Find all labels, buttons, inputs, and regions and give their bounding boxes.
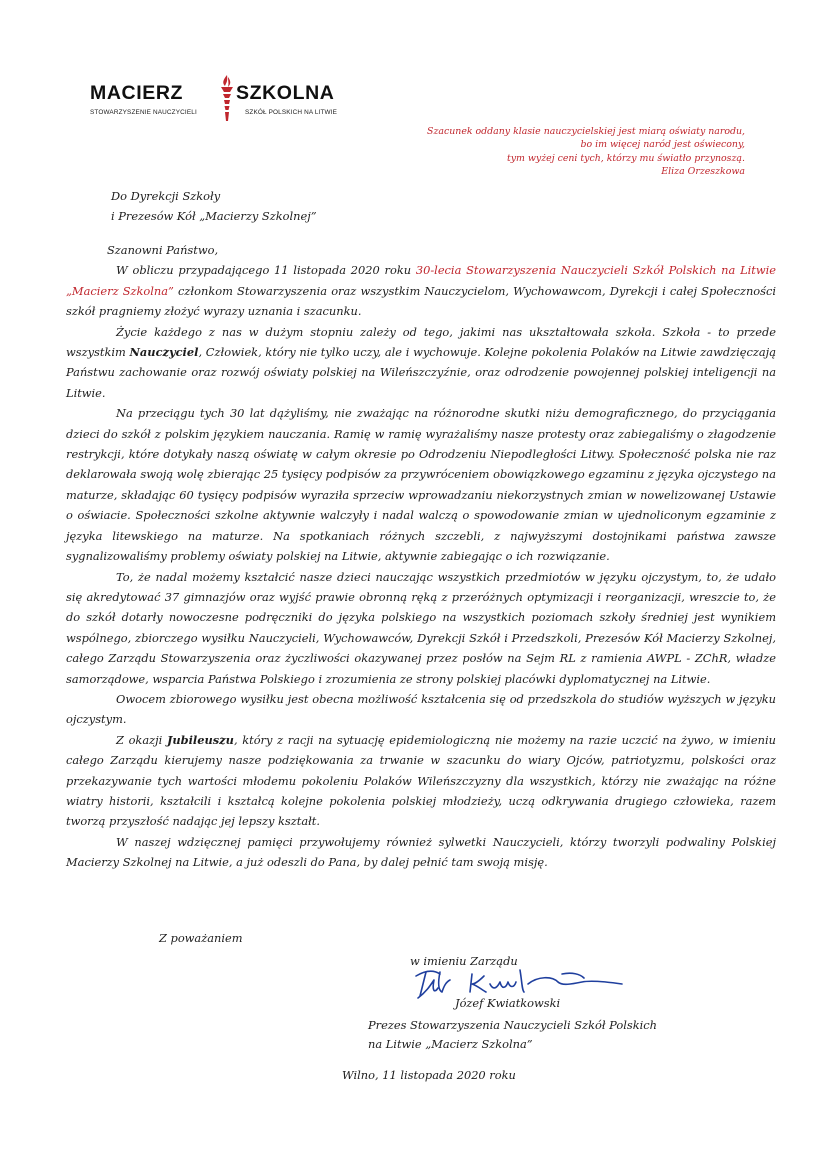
signer-role [368, 1016, 657, 1054]
salutation: Szanowni Państwo, [107, 243, 219, 257]
motto-author: Eliza Orzeszkowa [661, 166, 745, 178]
torch-icon [216, 74, 238, 122]
logo-subtitle-right: SZKÓŁ POLSKICH NA LITWIE [245, 109, 338, 116]
letter-body [66, 240, 776, 873]
paragraph-text: W obliczu przypadającego 11 listopada 2020 roku [116, 263, 416, 278]
place-date: Wilno, 11 listopada 2020 roku [342, 1068, 516, 1082]
emphasis: Jubileuszu [166, 732, 234, 747]
paragraph [66, 260, 776, 321]
paragraph: W naszej wdzięcznej pamięci przywołujemy również sylwetki Nauczycieli, którzy tworzyli podwaliny Polskiej Macierzy Szkolnej na Litwie, a już odeszli do Pana, by dalej pełnić tam swoją misję. [66, 834, 776, 870]
letterhead-logo [90, 74, 370, 126]
motto-line: bo im więcej naród jest oświecony, [580, 139, 745, 151]
paragraph: Na przeciągu tych 30 lat dążyliśmy, nie zważając na różnorodne skutki niżu demograficznego, do przyciągania dzieci do szkół z polskim językiem nauczania. Ramię w ramię wyrażaliśmy nasze protesty oraz zabiegaliśmy o złagodzenie restrykcji, które dotykały naszą oświatę w całym okresie po Odrodzeniu Niepodległości Litwy. Społeczność polska nie raz deklarowała swoją wolę zbierając 25 tysięcy podpisów za przywróceniem obowiązkowego egzaminu z języka ojczystego na maturze, składając 60 tysięcy podpisów wyraziła sprzeciw wprowadzaniu niekorzystnych zmian w nowelizowanej Ustawie o oświacie. Społeczności szkolne aktywnie walczyły i nadal walczą o spowodowanie zmian w ujednoliconym egzaminie z języka litewskiego na maturze. Na spotkaniach różnych szczebli, z najwyższymi dostojnikami państwa zawsze sygnalizowaliśmy problemy oświaty polskiej na Litwie, aktywnie zabiegając o ich rozwiązanie. [66, 406, 776, 564]
paragraph-text: , Człowiek, który nie tylko uczy, ale i wychowuje. Kolejne pokolenia Polaków na Litwie zawdzięczają Państwu zachowanie oraz rozwój oświaty polskiej na Wileńszczyźnie, oraz odrodzenie powojennej polskiej inteligencji na Litwie. [66, 345, 776, 400]
paragraph [66, 322, 776, 404]
address-line: i Prezesów Kół „Macierzy Szkolnej” [111, 209, 317, 223]
signature-block [410, 954, 610, 1024]
paragraph: To, że nadal możemy kształcić nasze dzieci nauczając wszystkich przedmiotów w języku ojczystym, to, że udało się akredytować 37 gimnazjów oraz wyjść prawie obronną ręką z przeróżnych optymizacji i reorganizacji, wreszcie to, że do szkół dotarły nowoczesne podręczniki do języka polskiego na wszystkich poziomach szkoły średniej jest wynikiem wspólnego, zbiorczego wysiłku Nauczycieli, Wychowawców, Dyrekcji Szkół i Przedszkoli, Prezesów Kół Macierzy Szkolnej, całego Zarządu Stowarzyszenia oraz życzliwości okazywanej przez posłów na Sejm RL z ramienia AWPL - ZChR, władze samorządowe, wsparcia Państwa Polskiego i zrozumienia ze strony polskiej placówki dyplomatycznej na Litwie. [66, 569, 776, 686]
recipient-address [111, 186, 317, 226]
logo-name-right: SZKOLNA [236, 82, 335, 104]
emphasis: Nauczyciel [129, 345, 199, 360]
anniversary-highlight: 30-lecia Stowarzyszenia Nauczycieli Szkół Polskich na Litwie „Macierz Szkolna” [66, 263, 776, 298]
closing-regards: Z poważaniem [159, 931, 243, 945]
role-line: Prezes Stowarzyszenia Nauczycieli Szkół Polskich [368, 1018, 657, 1032]
on-behalf-line: w imieniu Zarządu [410, 954, 518, 968]
logo-subtitle-left: STOWARZYSZENIE NAUCZYCIELI [90, 109, 197, 116]
address-line: Do Dyrekcji Szkoły [111, 189, 221, 203]
paragraph-text: członkom Stowarzyszenia oraz wszystkim Nauczycielom, Wychowawcom, Dyrekcji i całej Społeczności szkół pragniemy złożyć wyrazy uznania i szacunku. [66, 283, 777, 319]
motto-quote [385, 125, 745, 179]
motto-line: Szacunek oddany klasie nauczycielskiej jest miarą oświaty narodu, [427, 126, 745, 137]
signer-name: Józef Kwiatkowski [455, 996, 561, 1010]
paragraph-text: Życie każdego z nas w dużym stopniu zależy od tego, jakimi nas ukształtowała szkoła. Szkoła - to przede wszystkim [66, 324, 776, 360]
paragraph-text: , który z racji na sytuację epidemiologiczną nie możemy na razie uczcić na żywo, w imieniu całego Zarządu kierujemy nasze podziękowania za trwanie w szacunku do wiary Ojców, patriotyzmu, polskości oraz przekazywanie tych wartości młodemu pokoleniu Polaków Wileńszczyzny dla wszystkich, którzy nie zważając na różne wiatry historii, kształcili i kształcą kolejne pokolenia polskiej młodzieży, uczą odkrywania drugiego człowieka, razem tworzą przyszłość nadając jej lepszy kształt. [66, 732, 776, 829]
paragraph-text: Z okazji [116, 732, 167, 747]
logo-name-left: MACIERZ [90, 82, 184, 104]
role-line: na Litwie „Macierz Szkolna” [368, 1037, 533, 1051]
paragraph [66, 730, 776, 832]
paragraph: Owocem zbiorowego wysiłku jest obecna możliwość kształcenia się od przedszkola do studiów wyższych w języku ojczystym. [66, 691, 776, 727]
motto-line: tym wyżej ceni tych, którzy mu światło przynoszą. [506, 152, 745, 164]
